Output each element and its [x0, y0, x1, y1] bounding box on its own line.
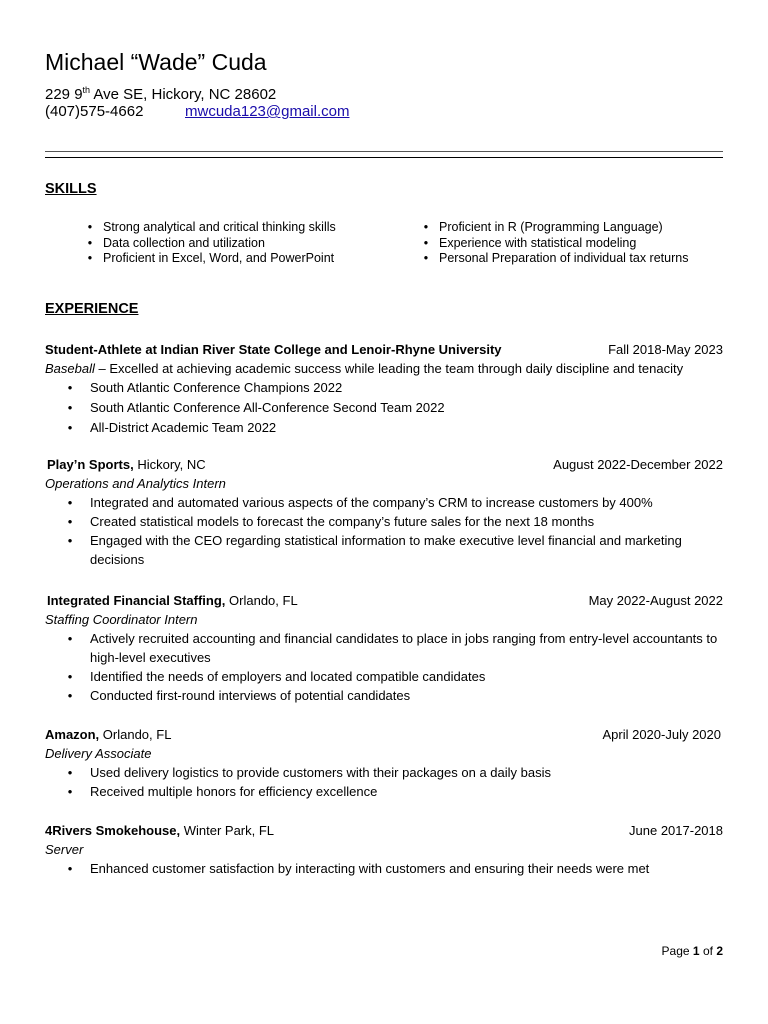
job-bullet-text: Created statistical models to forecast the company’s future sales for the next 18 months: [90, 514, 595, 529]
skill-item: [413, 236, 688, 252]
job-entry-integrated-financial-staffing: [45, 591, 723, 705]
bullet-icon: •: [87, 220, 93, 234]
job-bullet-text: Enhanced customer satisfaction by interacting with customers and ensuring their needs were met: [90, 861, 650, 876]
skill-item: [77, 236, 336, 252]
experience-heading: EXPERIENCE: [45, 301, 139, 317]
job-bullet-text: Received multiple honors for efficiency excellence: [90, 784, 378, 799]
job-dates: August 2022-December 2022: [553, 457, 723, 472]
job-bullet-text: All-District Academic Team 2022: [90, 420, 277, 435]
header-divider-thick: [45, 157, 723, 158]
bullet-icon: •: [67, 669, 73, 684]
bullet-icon: •: [67, 380, 73, 395]
job-role: Operations and Analytics Intern: [45, 476, 226, 491]
job-header: [45, 725, 723, 744]
address-rest: Ave SE, Hickory, NC 28602: [90, 86, 277, 103]
job-bullet-text: Actively recruited accounting and financial candidates to place in jobs ranging from entry-level accountants to high-level executives: [90, 631, 718, 665]
job-organization: Integrated Financial Staffing,: [47, 593, 226, 608]
bullet-icon: •: [67, 688, 73, 703]
skill-item: [413, 251, 688, 267]
skill-text: Data collection and utilization: [103, 235, 265, 250]
job-bullet: [45, 418, 723, 438]
bullet-icon: •: [67, 861, 73, 876]
job-bullet-text: Identified the needs of employers and located compatible candidates: [90, 669, 486, 684]
skills-list-left: [77, 220, 336, 267]
job-organization: Play’n Sports,: [47, 457, 134, 472]
job-bullet: [45, 493, 723, 512]
skill-text: Personal Preparation of individual tax returns: [439, 251, 689, 266]
bullet-icon: •: [67, 631, 73, 646]
job-role-line: [45, 744, 723, 763]
job-role-line: [45, 474, 723, 493]
job-bullet-text: South Atlantic Conference All-Conference Second Team 2022: [90, 400, 445, 415]
skills-heading: SKILLS: [45, 181, 97, 197]
job-header: [45, 455, 723, 474]
bullet-icon: •: [67, 400, 73, 415]
address-ordinal-suffix: th: [82, 85, 91, 95]
job-dates: Fall 2018-May 2023: [608, 342, 723, 357]
job-bullet-list: [45, 378, 723, 438]
skill-item: [77, 251, 336, 267]
skill-item: [413, 220, 688, 236]
job-role-line: [45, 359, 723, 378]
job-bullet-text: Conducted first-round interviews of potential candidates: [90, 688, 411, 703]
job-role-line: [45, 840, 723, 859]
page-label: Page: [661, 944, 690, 958]
job-role: Delivery Associate: [45, 746, 152, 761]
job-location: Winter Park, FL: [180, 823, 275, 838]
job-bullet: [45, 859, 723, 878]
job-entry-playn-sports: [45, 455, 723, 569]
job-role: Baseball: [45, 361, 95, 376]
skill-text: Strong analytical and critical thinking skills: [103, 220, 336, 234]
skill-item: [77, 220, 336, 236]
bullet-icon: •: [67, 495, 73, 510]
skill-text: Experience with statistical modeling: [439, 235, 637, 250]
job-bullet: [45, 763, 723, 782]
job-bullet-text: South Atlantic Conference Champions 2022: [90, 380, 343, 395]
job-entry-4rivers-smokehouse: [45, 821, 723, 878]
job-role-description: – Excelled at achieving academic success while leading the team through daily discipline and tenacity: [94, 361, 684, 376]
job-role: Server: [45, 842, 84, 857]
job-organization: Amazon,: [45, 727, 100, 742]
bullet-icon: •: [67, 765, 73, 780]
page-total: 2: [716, 944, 723, 958]
job-header: [45, 340, 723, 359]
job-bullet-list: [45, 763, 723, 801]
page-current: 1: [692, 944, 700, 958]
job-bullet: [45, 629, 723, 667]
bullet-icon: •: [67, 514, 73, 529]
job-bullet: [45, 512, 723, 531]
job-header: [45, 591, 723, 610]
bullet-icon: •: [67, 420, 73, 435]
header-divider-thin: [45, 151, 723, 152]
job-dates: April 2020-July 2020: [602, 727, 721, 742]
job-location: Hickory, NC: [133, 457, 206, 472]
skill-text: Proficient in R (Programming Language): [439, 220, 663, 234]
job-bullet-text: Engaged with the CEO regarding statistical information to make executive level financial and marketing decisions: [90, 533, 682, 567]
resume-page: [45, 0, 723, 1024]
job-bullet: [45, 531, 723, 569]
job-dates: June 2017-2018: [629, 823, 723, 838]
bullet-icon: •: [423, 220, 429, 234]
job-bullet-list: [45, 629, 723, 705]
job-entry-amazon: [45, 725, 723, 801]
phone-number: (407)575-4662: [45, 103, 144, 120]
page-of-label: of: [702, 944, 713, 958]
job-role-line: [45, 610, 723, 629]
job-header: [45, 821, 723, 840]
job-bullet: [45, 398, 723, 418]
email-link[interactable]: mwcuda123@gmail.com: [185, 103, 350, 120]
job-location: Orlando, FL: [99, 727, 172, 742]
address-number: 229 9: [45, 86, 83, 103]
job-bullet: [45, 667, 723, 686]
bullet-icon: •: [87, 251, 93, 266]
job-organization: 4Rivers Smokehouse,: [45, 823, 181, 838]
bullet-icon: •: [423, 251, 429, 266]
job-bullet-list: [45, 859, 723, 878]
job-bullet-text: Integrated and automated various aspects of the company’s CRM to increase customers by 400%: [90, 495, 653, 510]
skill-text: Proficient in Excel, Word, and PowerPoint: [103, 251, 335, 266]
job-bullet-list: [45, 493, 723, 569]
job-bullet: [45, 686, 723, 705]
applicant-name: Michael “Wade” Cuda: [45, 49, 267, 75]
skills-list-right: [413, 220, 688, 267]
page-number: [662, 944, 723, 958]
bullet-icon: •: [67, 533, 73, 548]
job-bullet-text: Used delivery logistics to provide customers with their packages on a daily basis: [90, 765, 551, 780]
bullet-icon: •: [67, 784, 73, 799]
job-bullet: [45, 378, 723, 398]
job-bullet: [45, 782, 723, 801]
job-role: Staffing Coordinator Intern: [45, 612, 198, 627]
bullet-icon: •: [423, 235, 429, 250]
job-dates: May 2022-August 2022: [588, 593, 723, 608]
bullet-icon: •: [87, 235, 93, 250]
job-organization: Student-Athlete at Indian River State College and Lenoir-Rhyne University: [45, 342, 502, 357]
job-entry-student-athlete: [45, 340, 723, 438]
job-location: Orlando, FL: [225, 593, 298, 608]
phone-email-line: [45, 102, 350, 122]
